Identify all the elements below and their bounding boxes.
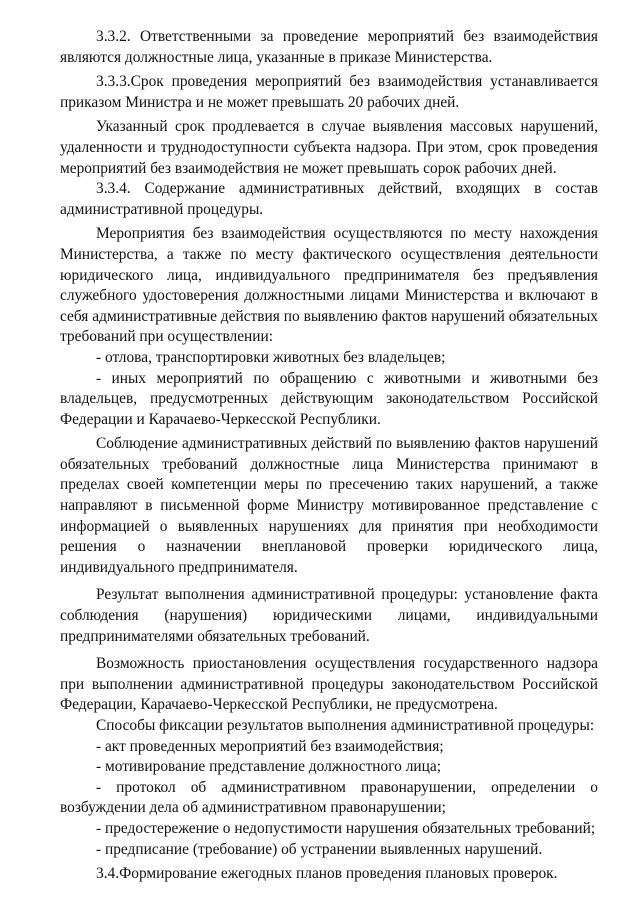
- list-item-act: - акт проведенных мероприятий без взаимодействия;: [96, 737, 444, 755]
- paragraph-activities-description: Мероприятия без взаимодействия осуществляются по месту нахождения Министерства, а также по месту фактического осуществления деятельности юридического лица, индивидуального предпринимателя без предъявления служебного удостоверения должностными лицами Министерства и включают в себя административные действия по выявлению фактов нарушений обязательных требований при осуществлении:: [60, 225, 598, 346]
- list-item-capture: - отлова, транспортировки животных без владельцев;: [96, 348, 446, 366]
- paragraph-term-extension: Указанный срок продлевается в случае выявления массовых нарушений, удаленности и труднодоступности субъекта надзора. При этом, срок проведения мероприятий без взаимодействия не может превышать сорок рабочих дней.: [60, 118, 598, 177]
- paragraph-3-3-3: 3.3.3.Срок проведения мероприятий без взаимодействия устанавливается приказом Министра и не может превышать 20 рабочих дней.: [60, 73, 598, 111]
- list-item-protocol: - протокол об административном правонарушении, определении о возбуждении дела об административном правонарушении;: [60, 778, 598, 817]
- paragraph-compliance: Соблюдение административных действий по выявлению фактов нарушений обязательных требований должностные лица Министерства принимают в пределах своей компетенции меры по пресечению таких нарушений, а также направляют в письменной форме Министру мотивированное представление с информацией о выявленных нарушениях для принятия при необходимости решения о назначении внеплановой проверки юридического лица, индивидуального предпринимателя.: [60, 435, 598, 576]
- paragraph-result: Результат выполнения административной процедуры: установление факта соблюдения (нарушения) юридическими лицами, индивидуальными предпринимателями обязательных требований.: [60, 586, 598, 645]
- paragraph-suspension: Возможность приостановления осуществления государственного надзора при выполнении административной процедуры законодательством Российской Федерации, Карачаево-Черкесской Республики, не предусмотрена.: [60, 655, 598, 714]
- paragraph-3-3-4: 3.3.4. Содержание административных действий, входящих в состав административной процедуры.: [60, 180, 598, 218]
- list-item-submission: - мотивирование представление должностного лица;: [96, 758, 441, 776]
- list-item-order: - предписание (требование) об устранении выявленных нарушений.: [96, 840, 543, 858]
- paragraph-3-4: 3.4.Формирование ежегодных планов проведения плановых проверок.: [96, 865, 558, 883]
- list-item-warning: - предостережение о недопустимости нарушения обязательных требований;: [96, 819, 596, 837]
- list-item-other-activities: - иных мероприятий по обращению с животными и животными без владельцев, предусмотренных действующим законодательством Российской Федерации и Карачаево-Черкесской Республики.: [60, 369, 598, 428]
- paragraph-3-3-2: 3.3.2. Ответственными за проведение мероприятий без взаимодействия являются должностные лица, указанные в приказе Министерства.: [60, 28, 598, 66]
- paragraph-fixation-methods: Способы фиксации результатов выполнения административной процедуры:: [96, 717, 595, 734]
